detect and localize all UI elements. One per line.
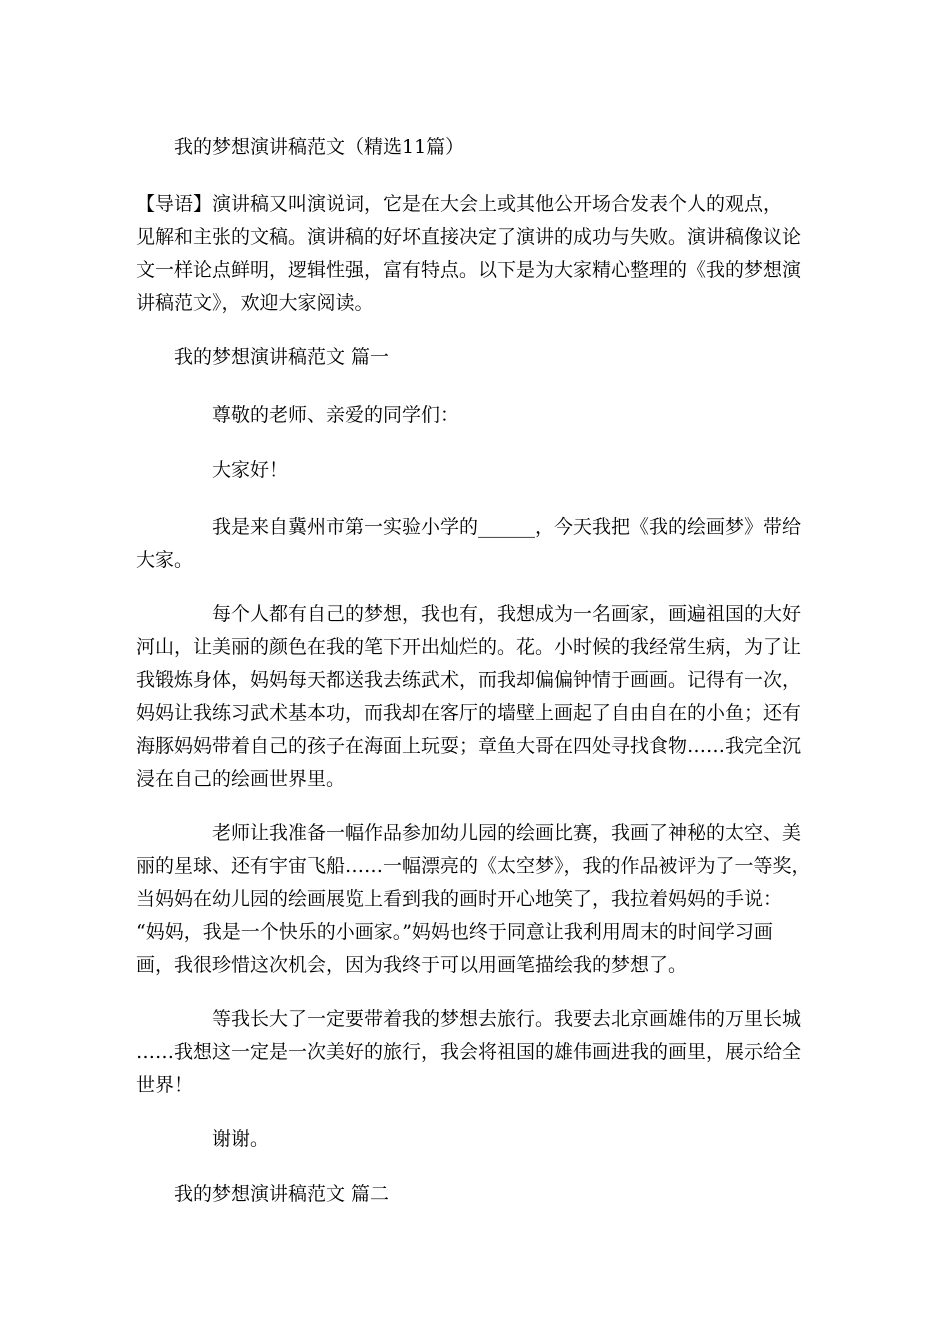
document-title: 我的梦想演讲稿范文（精选11篇）: [174, 136, 465, 158]
greeting-line: 大家好！: [212, 459, 289, 481]
paragraph-line: 浸在自己的绘画世界里。: [136, 768, 346, 790]
paragraph-line: 我是来自冀州市第一实验小学的______，今天我把《我的绘画梦》带给: [212, 516, 802, 538]
paragraph-line: 丽的星球、还有宇宙飞船……一幅漂亮的《太空梦》，我的作品被评为了一等奖，: [136, 855, 811, 877]
paragraph-line: 等我长大了一定要带着我的梦想去旅行。我要去北京画雄伟的万里长城: [212, 1008, 802, 1030]
closing-line: 谢谢。: [212, 1128, 270, 1150]
paragraph-line: 当妈妈在幼儿园的绘画展览上看到我的画时开心地笑了，我拉着妈妈的手说：: [136, 888, 783, 910]
paragraph-line: 妈妈让我练习武术基本功，而我却在客厅的墙壁上画起了自由自在的小鱼；还有: [136, 702, 802, 724]
salutation: 尊敬的老师、亲爱的同学们：: [212, 404, 460, 426]
paragraph-line: 每个人都有自己的梦想，我也有，我想成为一名画家，画遍祖国的大好: [212, 603, 802, 625]
paragraph-line: 我锻炼身体，妈妈每天都送我去练武术，而我却偏偏钟情于画画。记得有一次，: [136, 669, 802, 691]
paragraph-line: 大家。: [136, 549, 194, 571]
paragraph-line: 河山，让美丽的颜色在我的笔下开出灿烂的。花。小时候的我经常生病，为了让: [136, 636, 802, 658]
intro-line: 见解和主张的文稿。演讲稿的好坏直接决定了演讲的成功与失败。演讲稿像议论: [136, 226, 802, 248]
section-heading: 我的梦想演讲稿范文 篇二: [174, 1183, 390, 1205]
paragraph-line: ……我想这一定是一次美好的旅行，我会将祖国的雄伟画进我的画里，展示给全: [136, 1041, 802, 1063]
intro-line: 【导语】演讲稿又叫演说词，它是在大会上或其他公开场合发表个人的观点，: [136, 193, 783, 215]
paragraph-line: 画，我很珍惜这次机会，因为我终于可以用画笔描绘我的梦想了。: [136, 954, 688, 976]
paragraph-line: “妈妈，我是一个快乐的小画家。”妈妈也终于同意让我利用周末的时间学习画: [136, 921, 773, 943]
intro-line: 文一样论点鲜明，逻辑性强，富有特点。以下是为大家精心整理的《我的梦想演: [136, 259, 802, 281]
paragraph-line: 世界！: [136, 1074, 194, 1096]
intro-line: 讲稿范文》，欢迎大家阅读。: [136, 292, 374, 314]
paragraph-line: 老师让我准备一幅作品参加幼儿园的绘画比赛，我画了神秘的太空、美: [212, 822, 802, 844]
section-heading: 我的梦想演讲稿范文 篇一: [174, 346, 390, 368]
paragraph-line: 海豚妈妈带着自己的孩子在海面上玩耍；章鱼大哥在四处寻找食物……我完全沉: [136, 735, 802, 757]
